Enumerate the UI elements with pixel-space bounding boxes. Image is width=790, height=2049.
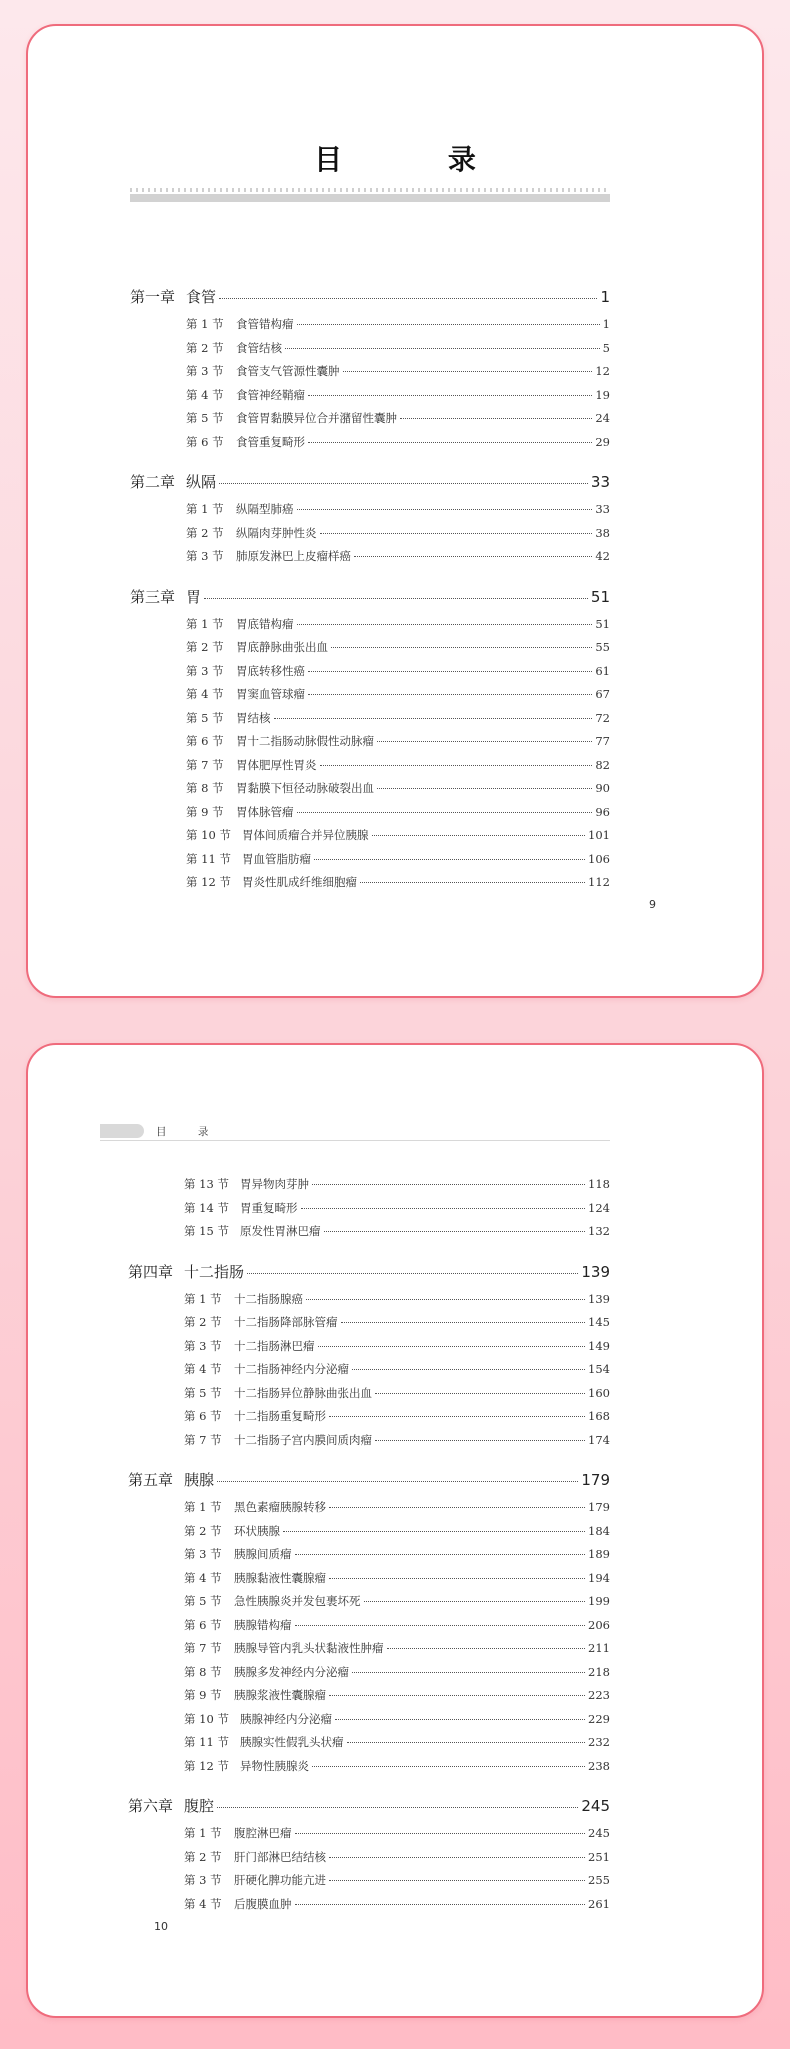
dot-leader <box>352 1672 585 1673</box>
chapter-row[interactable] <box>128 1261 610 1291</box>
section-page: 77 <box>595 734 610 748</box>
section-title: 腹腔淋巴瘤 <box>234 1826 292 1840</box>
dot-leader <box>285 348 600 349</box>
section-number: 第 1 节 <box>186 317 224 331</box>
section-page: 42 <box>595 549 610 563</box>
dot-leader <box>364 1601 586 1602</box>
section-row[interactable] <box>130 548 610 572</box>
section-row[interactable] <box>128 1640 610 1664</box>
section-number: 第 1 节 <box>186 616 224 631</box>
section-row[interactable] <box>128 1711 610 1735</box>
section-title: 十二指肠降部脉管瘤 <box>234 1315 338 1329</box>
dot-leader <box>320 765 593 766</box>
section-page: 229 <box>588 1711 610 1726</box>
dot-leader <box>295 1904 586 1905</box>
dot-leader <box>329 1880 585 1881</box>
section-row[interactable] <box>128 1223 610 1247</box>
chapter-title: 胃 <box>186 587 202 606</box>
dot-leader <box>372 835 586 836</box>
dot-leader <box>324 1231 586 1232</box>
section-title: 原发性胃淋巴瘤 <box>240 1224 321 1238</box>
section-page: 154 <box>588 1362 610 1376</box>
section-page: 189 <box>588 1547 610 1561</box>
section-row[interactable] <box>128 1338 610 1362</box>
section-page: 251 <box>588 1849 610 1864</box>
section-number: 第 3 节 <box>186 549 224 563</box>
section-page: 118 <box>588 1177 610 1191</box>
section-title: 胃十二指肠动脉假性动脉瘤 <box>236 734 374 748</box>
section-page: 218 <box>588 1664 610 1679</box>
dot-leader <box>375 1393 585 1394</box>
dot-leader <box>247 1273 578 1274</box>
dot-leader <box>341 1322 586 1323</box>
section-title: 胰腺黏液性囊腺瘤 <box>234 1570 326 1585</box>
section-title: 胃结核 <box>236 710 271 725</box>
header-text: 目 录 <box>156 1126 223 1138</box>
section-title: 黑色素瘤胰腺转移 <box>234 1500 326 1514</box>
section-page: 106 <box>588 851 610 866</box>
section-row[interactable] <box>130 410 610 434</box>
dot-leader <box>375 1440 585 1441</box>
page-number: 9 <box>649 898 656 911</box>
dot-leader <box>331 647 592 648</box>
section-number: 第 9 节 <box>184 1688 222 1702</box>
toc-list-page-10 <box>128 1176 610 1919</box>
dot-leader <box>400 418 592 419</box>
chapter-title: 食管 <box>186 288 217 306</box>
dot-leader <box>329 1695 585 1696</box>
section-page: 211 <box>588 1641 610 1655</box>
section-row[interactable] <box>130 340 610 364</box>
section-title: 胃重复畸形 <box>240 1200 298 1215</box>
section-title: 异物性胰腺炎 <box>240 1758 309 1773</box>
section-row[interactable] <box>128 1499 610 1523</box>
section-page: 12 <box>595 364 610 378</box>
dot-leader <box>329 1507 585 1508</box>
section-row[interactable] <box>130 780 610 804</box>
chapter-row[interactable] <box>128 1795 610 1825</box>
dot-leader <box>329 1857 585 1858</box>
section-title: 胃底转移性癌 <box>236 663 305 678</box>
dot-leader <box>318 1346 586 1347</box>
section-page: 24 <box>595 411 610 425</box>
dot-leader <box>360 882 585 883</box>
chapter-number: 第五章 <box>128 1471 174 1489</box>
section-title: 十二指肠腺癌 <box>234 1291 303 1306</box>
section-page: 179 <box>588 1500 610 1514</box>
dot-leader <box>217 1807 578 1808</box>
section-row[interactable] <box>130 733 610 757</box>
section-number: 第 2 节 <box>186 340 224 355</box>
section-number: 第 4 节 <box>184 1570 222 1585</box>
section-page: 261 <box>588 1896 610 1911</box>
section-page: 232 <box>588 1735 610 1749</box>
section-row[interactable] <box>130 316 610 340</box>
dot-leader <box>217 1481 578 1482</box>
section-page: 101 <box>588 828 610 842</box>
section-title: 食管神经鞘瘤 <box>236 387 305 402</box>
section-title: 胰腺多发神经内分泌瘤 <box>234 1664 349 1679</box>
section-page: 238 <box>588 1758 610 1773</box>
section-title: 食管重复畸形 <box>236 434 305 449</box>
section-number: 第 2 节 <box>186 640 224 654</box>
section-title: 肺原发淋巴上皮瘤样癌 <box>236 549 351 563</box>
section-number: 第 4 节 <box>186 387 224 402</box>
dot-leader <box>347 1742 586 1743</box>
section-row[interactable] <box>130 804 610 828</box>
chapter-title: 胰腺 <box>184 1471 215 1489</box>
dot-leader <box>308 395 592 396</box>
section-page: 96 <box>595 804 610 819</box>
running-header <box>100 1124 610 1141</box>
section-row[interactable] <box>128 1314 610 1338</box>
section-number: 第 12 节 <box>184 1758 229 1773</box>
section-title: 十二指肠重复畸形 <box>234 1409 326 1423</box>
section-title: 环状胰腺 <box>234 1523 280 1538</box>
section-row[interactable] <box>128 1896 610 1920</box>
section-row[interactable] <box>128 1687 610 1711</box>
section-number: 第 5 节 <box>184 1385 222 1400</box>
section-page: 5 <box>602 340 610 355</box>
section-page: 149 <box>588 1338 610 1353</box>
chapter-title: 纵隔 <box>186 473 217 491</box>
dot-leader <box>308 442 592 443</box>
dot-leader <box>387 1648 586 1649</box>
dot-leader <box>297 812 593 813</box>
section-number: 第 3 节 <box>184 1338 222 1353</box>
dot-leader <box>308 694 592 695</box>
section-row[interactable] <box>128 1176 610 1200</box>
header-tab <box>100 1124 144 1138</box>
section-page: 223 <box>588 1688 610 1702</box>
dot-leader <box>283 1531 585 1532</box>
section-row[interactable] <box>128 1617 610 1641</box>
section-title: 胰腺导管内乳头状黏液性肿瘤 <box>234 1641 384 1655</box>
section-number: 第 5 节 <box>184 1594 222 1608</box>
chapter-row[interactable] <box>130 586 610 616</box>
section-row[interactable] <box>128 1664 610 1688</box>
dot-leader <box>219 298 597 299</box>
chapter-row[interactable] <box>128 1469 610 1499</box>
section-number: 第 6 节 <box>186 734 224 748</box>
dot-leader <box>377 741 592 742</box>
section-row[interactable] <box>130 639 610 663</box>
section-number: 第 8 节 <box>184 1664 222 1679</box>
section-row[interactable] <box>130 686 610 710</box>
section-number: 第 7 节 <box>184 1432 222 1447</box>
page-title: 目 录 <box>314 143 524 176</box>
section-page: 132 <box>588 1224 610 1238</box>
section-title: 胃异物肉芽肿 <box>240 1177 309 1191</box>
section-page: 245 <box>588 1826 610 1840</box>
section-page: 82 <box>595 757 610 772</box>
dot-leader <box>343 371 593 372</box>
dot-leader <box>295 1625 586 1626</box>
section-row[interactable] <box>130 616 610 640</box>
section-page: 206 <box>588 1617 610 1632</box>
section-page: 255 <box>588 1873 610 1887</box>
toc-list-page-9 <box>130 286 610 898</box>
section-number: 第 3 节 <box>184 1873 222 1887</box>
chapter-row[interactable] <box>130 471 610 501</box>
chapter-page: 1 <box>600 288 610 306</box>
section-page: 33 <box>595 502 610 516</box>
section-number: 第 11 节 <box>186 851 231 866</box>
section-number: 第 8 节 <box>186 781 224 795</box>
section-title: 食管支气管源性囊肿 <box>236 364 340 378</box>
section-title: 肝门部淋巴结结核 <box>234 1849 326 1864</box>
chapter-number: 第三章 <box>130 587 176 606</box>
section-page: 174 <box>588 1432 610 1447</box>
section-page: 168 <box>588 1409 610 1423</box>
dot-leader <box>377 788 592 789</box>
section-row[interactable] <box>128 1385 610 1409</box>
dot-leader <box>301 1208 586 1209</box>
section-title: 食管胃黏膜异位合并潴留性囊肿 <box>236 411 397 425</box>
section-page: 112 <box>588 875 610 889</box>
section-row[interactable] <box>128 1570 610 1594</box>
section-row[interactable] <box>130 851 610 875</box>
section-title: 胃炎性肌成纤维细胞瘤 <box>242 875 357 889</box>
dot-leader <box>297 324 600 325</box>
section-page: 19 <box>595 387 610 402</box>
section-number: 第 5 节 <box>186 411 224 425</box>
dot-leader <box>329 1416 585 1417</box>
section-page: 139 <box>588 1291 610 1306</box>
section-page: 1 <box>602 317 610 331</box>
section-page: 124 <box>588 1200 610 1215</box>
section-number: 第 2 节 <box>184 1849 222 1864</box>
section-title: 十二指肠神经内分泌瘤 <box>234 1362 349 1376</box>
chapter-page: 51 <box>590 587 610 606</box>
section-row[interactable] <box>130 501 610 525</box>
section-row[interactable] <box>130 827 610 851</box>
section-page: 184 <box>588 1523 610 1538</box>
section-row[interactable] <box>128 1593 610 1617</box>
chapter-number: 第六章 <box>128 1797 174 1815</box>
section-title: 急性胰腺炎并发包裹坏死 <box>234 1594 361 1608</box>
section-number: 第 6 节 <box>184 1409 222 1423</box>
section-title: 胃窦血管球瘤 <box>236 687 305 701</box>
section-number: 第 10 节 <box>186 828 231 842</box>
section-page: 194 <box>588 1570 610 1585</box>
section-row[interactable] <box>130 874 610 898</box>
section-number: 第 1 节 <box>186 502 224 516</box>
dot-leader <box>295 1833 586 1834</box>
section-title: 胃底错构瘤 <box>236 616 294 631</box>
section-row[interactable] <box>130 387 610 411</box>
section-title: 食管错构瘤 <box>236 317 294 331</box>
dot-leader <box>274 718 593 719</box>
section-number: 第 2 节 <box>184 1523 222 1538</box>
chapter-title: 十二指肠 <box>184 1262 245 1281</box>
section-page: 145 <box>588 1315 610 1329</box>
section-page: 38 <box>595 525 610 540</box>
section-number: 第 15 节 <box>184 1224 229 1238</box>
chapter-page: 139 <box>581 1262 610 1281</box>
section-row[interactable] <box>128 1872 610 1896</box>
section-row[interactable] <box>130 710 610 734</box>
section-title: 胰腺神经内分泌瘤 <box>240 1711 332 1726</box>
section-number: 第 11 节 <box>184 1735 229 1749</box>
section-row[interactable] <box>128 1200 610 1224</box>
dot-leader <box>314 859 585 860</box>
section-number: 第 4 节 <box>186 687 224 701</box>
section-number: 第 9 节 <box>186 804 224 819</box>
section-row[interactable] <box>130 663 610 687</box>
section-page: 199 <box>588 1594 610 1608</box>
section-title: 食管结核 <box>236 340 282 355</box>
section-number: 第 6 节 <box>186 434 224 449</box>
section-row[interactable] <box>128 1758 610 1782</box>
section-row[interactable] <box>130 434 610 458</box>
section-row[interactable] <box>128 1408 610 1432</box>
section-number: 第 12 节 <box>186 875 231 889</box>
section-title: 胰腺错构瘤 <box>234 1617 292 1632</box>
section-title: 胰腺浆液性囊腺瘤 <box>234 1688 326 1702</box>
section-row[interactable] <box>128 1523 610 1547</box>
section-title: 胃底静脉曲张出血 <box>236 640 328 654</box>
section-title: 十二指肠子宫内膜间质肉瘤 <box>234 1432 372 1447</box>
section-row[interactable] <box>128 1432 610 1456</box>
section-number: 第 4 节 <box>184 1896 222 1911</box>
chapter-number: 第二章 <box>130 473 176 491</box>
section-title: 胃体脉管瘤 <box>236 804 294 819</box>
chapter-page: 245 <box>581 1797 610 1815</box>
chapter-title: 腹腔 <box>184 1797 215 1815</box>
section-number: 第 7 节 <box>186 757 224 772</box>
section-number: 第 3 节 <box>186 364 224 378</box>
section-title: 肝硬化脾功能亢进 <box>234 1873 326 1887</box>
section-number: 第 1 节 <box>184 1500 222 1514</box>
dot-leader <box>312 1184 585 1185</box>
section-title: 胃体肥厚性胃炎 <box>236 757 317 772</box>
section-row[interactable] <box>128 1361 610 1385</box>
section-number: 第 2 节 <box>184 1315 222 1329</box>
dot-leader <box>219 483 588 484</box>
dot-leader <box>306 1299 585 1300</box>
section-title: 十二指肠淋巴瘤 <box>234 1338 315 1353</box>
dot-leader <box>204 598 588 599</box>
dot-leader <box>352 1369 585 1370</box>
section-page: 67 <box>595 687 610 701</box>
section-title: 纵隔型肺癌 <box>236 502 294 516</box>
section-number: 第 1 节 <box>184 1826 222 1840</box>
section-number: 第 5 节 <box>186 710 224 725</box>
section-page: 51 <box>595 616 610 631</box>
section-title: 纵隔肉芽肿性炎 <box>236 525 317 540</box>
section-page: 72 <box>595 710 610 725</box>
section-row[interactable] <box>128 1546 610 1570</box>
section-row[interactable] <box>128 1825 610 1849</box>
dot-leader <box>312 1766 585 1767</box>
dot-leader <box>354 556 592 557</box>
chapter-number: 第一章 <box>130 288 176 306</box>
section-page: 90 <box>595 781 610 795</box>
section-title: 胃体间质瘤合并异位胰腺 <box>242 828 369 842</box>
section-number: 第 7 节 <box>184 1641 222 1655</box>
section-row[interactable] <box>130 757 610 781</box>
section-number: 第 3 节 <box>184 1547 222 1561</box>
section-number: 第 14 节 <box>184 1200 229 1215</box>
chapter-row[interactable] <box>130 286 610 316</box>
chapter-page: 179 <box>581 1471 610 1489</box>
chapter-page: 33 <box>590 473 610 491</box>
section-number: 第 3 节 <box>186 663 224 678</box>
section-page: 61 <box>595 663 610 678</box>
section-row[interactable] <box>128 1849 610 1873</box>
section-title: 后腹膜血肿 <box>234 1896 292 1911</box>
section-number: 第 10 节 <box>184 1711 229 1726</box>
section-number: 第 4 节 <box>184 1362 222 1376</box>
section-row[interactable] <box>128 1291 610 1315</box>
section-title: 胰腺间质瘤 <box>234 1547 292 1561</box>
section-title: 胃黏膜下恒径动脉破裂出血 <box>236 781 374 795</box>
section-title: 胰腺实性假乳头状瘤 <box>240 1735 344 1749</box>
dot-leader <box>308 671 592 672</box>
dot-leader <box>297 624 593 625</box>
section-page: 160 <box>588 1385 610 1400</box>
section-number: 第 6 节 <box>184 1617 222 1632</box>
section-number: 第 2 节 <box>186 525 224 540</box>
section-title: 十二指肠异位静脉曲张出血 <box>234 1385 372 1400</box>
title-divider <box>130 188 610 202</box>
section-number: 第 1 节 <box>184 1291 222 1306</box>
section-row[interactable] <box>130 363 610 387</box>
section-title: 胃血管脂肪瘤 <box>242 851 311 866</box>
chapter-number: 第四章 <box>128 1262 174 1281</box>
dot-leader <box>320 533 593 534</box>
page-number-2: 10 <box>154 1920 168 1933</box>
section-row[interactable] <box>128 1734 610 1758</box>
dot-leader <box>295 1554 586 1555</box>
section-row[interactable] <box>130 525 610 549</box>
section-page: 55 <box>595 640 610 654</box>
dot-leader <box>329 1578 585 1579</box>
dot-leader <box>297 509 593 510</box>
section-number: 第 13 节 <box>184 1177 229 1191</box>
dot-leader <box>335 1719 585 1720</box>
section-page: 29 <box>595 434 610 449</box>
